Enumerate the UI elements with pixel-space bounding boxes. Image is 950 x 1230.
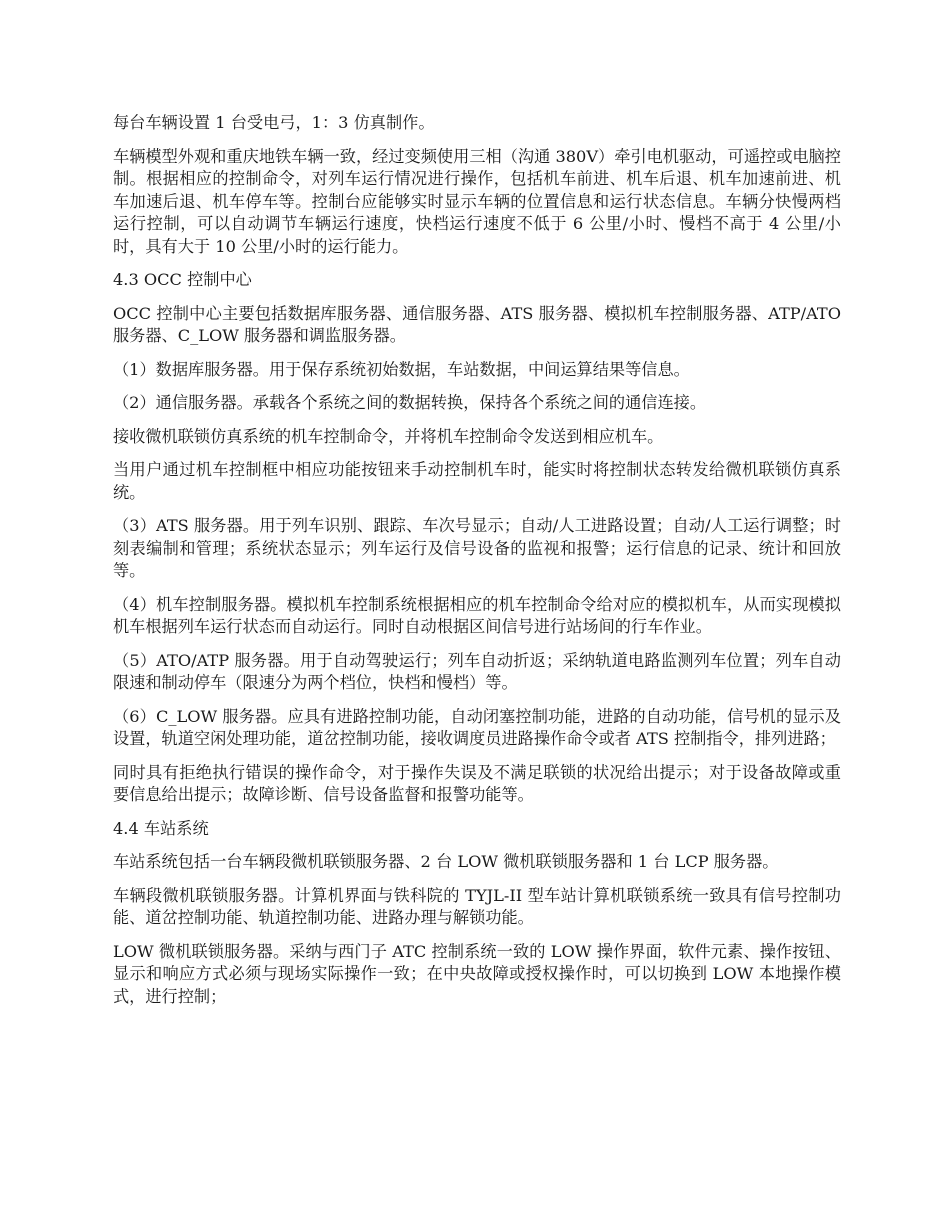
paragraph: 每台车辆设置 1 台受电弓，1：3 仿真制作。 <box>113 113 435 132</box>
paragraph: 车辆段微机联锁服务器。计算机界面与铁科院的 TYJL-II 型车站计算机联锁系统一致具有信号控制功能、道岔控制功能、轨道控制功能、进路办理与解锁功能。 <box>113 885 841 927</box>
paragraph: 当用户通过机车控制框中相应功能按钮来手动控制机车时，能实时将控制状态转发给微机联锁仿真系统。 <box>113 460 841 502</box>
document-body <box>113 112 841 1019</box>
paragraph: 车站系统包括一台车辆段微机联锁服务器、2 台 LOW 微机联锁服务器和 1 台 LCP 服务器。 <box>113 852 779 871</box>
paragraph: （1）数据库服务器。用于保存系统初始数据，车站数据，中间运算结果等信息。 <box>113 359 690 379</box>
paragraph: （5）ATO/ATP 服务器。用于自动驾驶运行；列车自动折返；采纳轨道电路监测列车位置；列车自动限速和制动停车（限速分为两个档位，快档和慢档）等。 <box>113 650 841 692</box>
paragraph: （6）C_LOW 服务器。应具有进路控制功能，自动闭塞控制功能，进路的自动功能，信号机的显示及设置，轨道空闲处理功能，道岔控制功能，接收调度员进路操作命令或者 ATS 控制指令，排列进路； <box>113 706 841 748</box>
section-heading: 4.3 OCC 控制中心 <box>113 270 252 289</box>
section-heading: 4.4 车站系统 <box>113 818 209 838</box>
paragraph: （4）机车控制服务器。模拟机车控制系统根据相应的机车控制命令给对应的模拟机车，从而实现模拟机车根据列车运行状态而自动运行。同时自动根据区间信号进行站场间的行车作业。 <box>113 594 841 636</box>
paragraph: 同时具有拒绝执行错误的操作命令，对于操作失误及不满足联锁的状况给出提示；对于设备故障或重要信息给出提示；故障诊断、信号设备监督和报警功能等。 <box>113 762 841 804</box>
paragraph: LOW 微机联锁服务器。采纳与西门子 ATC 控制系统一致的 LOW 操作界面，软件元素、操作按钮、显示和响应方式必须与现场实际操作一致；在中央故障或授权操作时，可以切换到 LOW 本地操作模式，进行控制； <box>113 941 841 1006</box>
paragraph: 车辆模型外观和重庆地铁车辆一致，经过变频使用三相（沟通 380V）牵引电机驱动，可遥控或电脑控制。根据相应的控制命令，对列车运行情况进行操作，包括机车前进、机车后退、机车加速前进、机车加速后退、机车停车等。控制台应能够实时显示车辆的位置信息和运行状态信息。车辆分快慢两档运行控制，可以自动调节车辆运行速度，快档运行速度不低于 6 公里/小时、慢档不高于 4 公里/小时，具有大于 10 公里/小时的运行能力。 <box>113 146 841 256</box>
paragraph: OCC 控制中心主要包括数据库服务器、通信服务器、ATS 服务器、模拟机车控制服务器、ATP/ATO 服务器、C_LOW 服务器和调监服务器。 <box>113 303 841 345</box>
paragraph: 接收微机联锁仿真系统的机车控制命令，并将机车控制命令发送到相应机车。 <box>113 426 664 446</box>
paragraph: （2）通信服务器。承载各个系统之间的数据转换，保持各个系统之间的通信连接。 <box>113 393 707 412</box>
paragraph: （3）ATS 服务器。用于列车识别、跟踪、车次号显示；自动/人工进路设置；自动/人工运行调整；时刻表编制和管理；系统状态显示；列车运行及信号设备的监视和报警；运行信息的记录、统计和回放等。 <box>113 516 841 580</box>
